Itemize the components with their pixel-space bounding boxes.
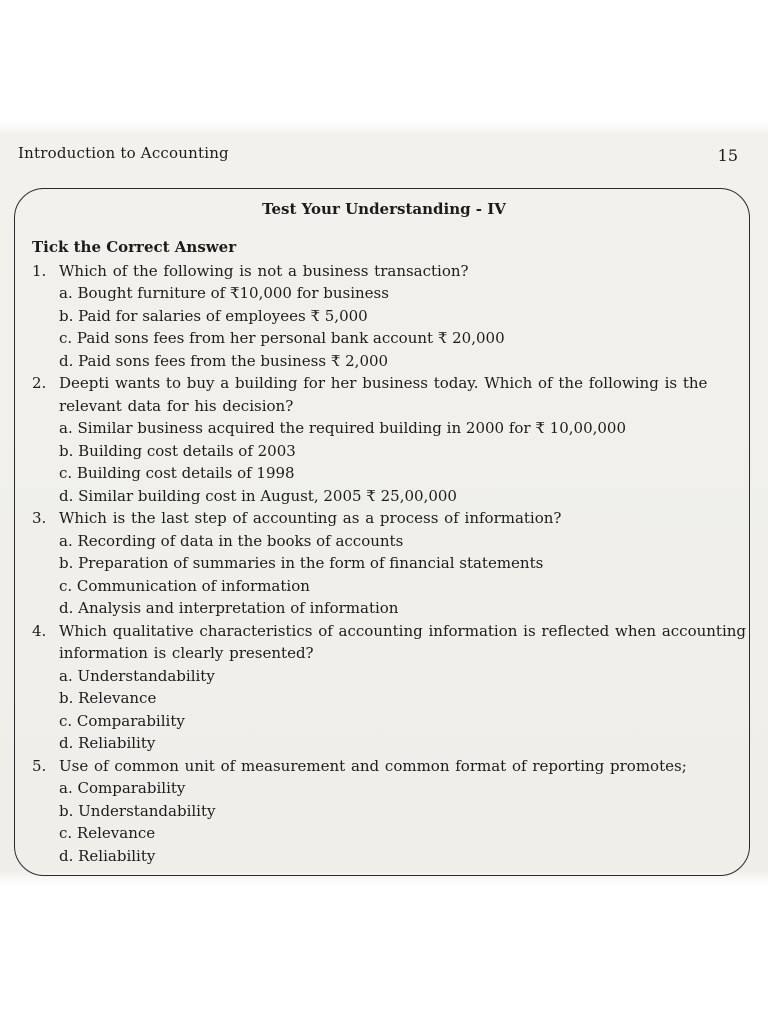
option[interactable]: d. Analysis and interpretation of information [59, 599, 399, 617]
option[interactable]: a. Comparability [59, 779, 186, 797]
exercise-content [32, 236, 750, 867]
question-2 [32, 372, 750, 417]
option[interactable]: c. Communication of information [59, 576, 310, 595]
option[interactable]: c. Building cost details of 1998 [59, 464, 295, 482]
question-number: 3. [32, 509, 47, 527]
option[interactable]: d. Reliability [59, 734, 156, 752]
option[interactable]: b. Building cost details of 2003 [59, 441, 296, 460]
question-3 [32, 507, 750, 530]
option[interactable]: a. Bought furniture of ₹10,000 for business [59, 284, 389, 302]
option[interactable]: b. Relevance [59, 689, 157, 707]
question-number: 5. [32, 756, 47, 775]
option[interactable]: a. Understandability [59, 666, 215, 685]
box-title: Test Your Understanding - IV [262, 200, 506, 218]
option[interactable]: b. Paid for salaries of employees ₹ 5,000 [59, 306, 368, 325]
question-text: Use of common unit of measurement and common format of reporting promotes; [59, 756, 687, 775]
option[interactable]: c. Relevance [59, 824, 156, 842]
option[interactable]: b. Preparation of summaries in the form of financial statements [59, 554, 544, 572]
page-number: 15 [717, 146, 738, 165]
question-text: Which of the following is not a business transaction? [59, 261, 469, 280]
question-text: Which is the last step of accounting as a process of information? [59, 509, 562, 527]
running-head: Introduction to Accounting [18, 144, 229, 162]
question-text: Deepti wants to buy a building for her business today. Which of the following is the relevant data for his decision? [59, 374, 708, 415]
option[interactable]: a. Recording of data in the books of accounts [59, 531, 404, 550]
option[interactable]: c. Paid sons fees from her personal bank account ₹ 20,000 [59, 329, 505, 347]
question-5 [32, 755, 750, 778]
option[interactable]: c. Comparability [59, 711, 185, 730]
option[interactable]: d. Paid sons fees from the business ₹ 2,000 [59, 351, 389, 370]
question-number: 4. [32, 621, 47, 640]
instruction: Tick the Correct Answer [32, 238, 237, 256]
option[interactable]: d. Reliability [59, 846, 156, 865]
question-4 [32, 620, 750, 665]
question-1 [32, 260, 750, 283]
question-number: 1. [32, 261, 47, 280]
question-text: Which qualitative characteristics of accounting information is reflected when accounting information is clearly presented? [59, 621, 747, 662]
option[interactable]: d. Similar building cost in August, 2005 ₹ 25,00,000 [59, 486, 457, 505]
question-number: 2. [32, 374, 47, 392]
option[interactable]: a. Similar business acquired the required building in 2000 for ₹ 10,00,000 [59, 419, 627, 437]
option[interactable]: b. Understandability [59, 801, 216, 820]
